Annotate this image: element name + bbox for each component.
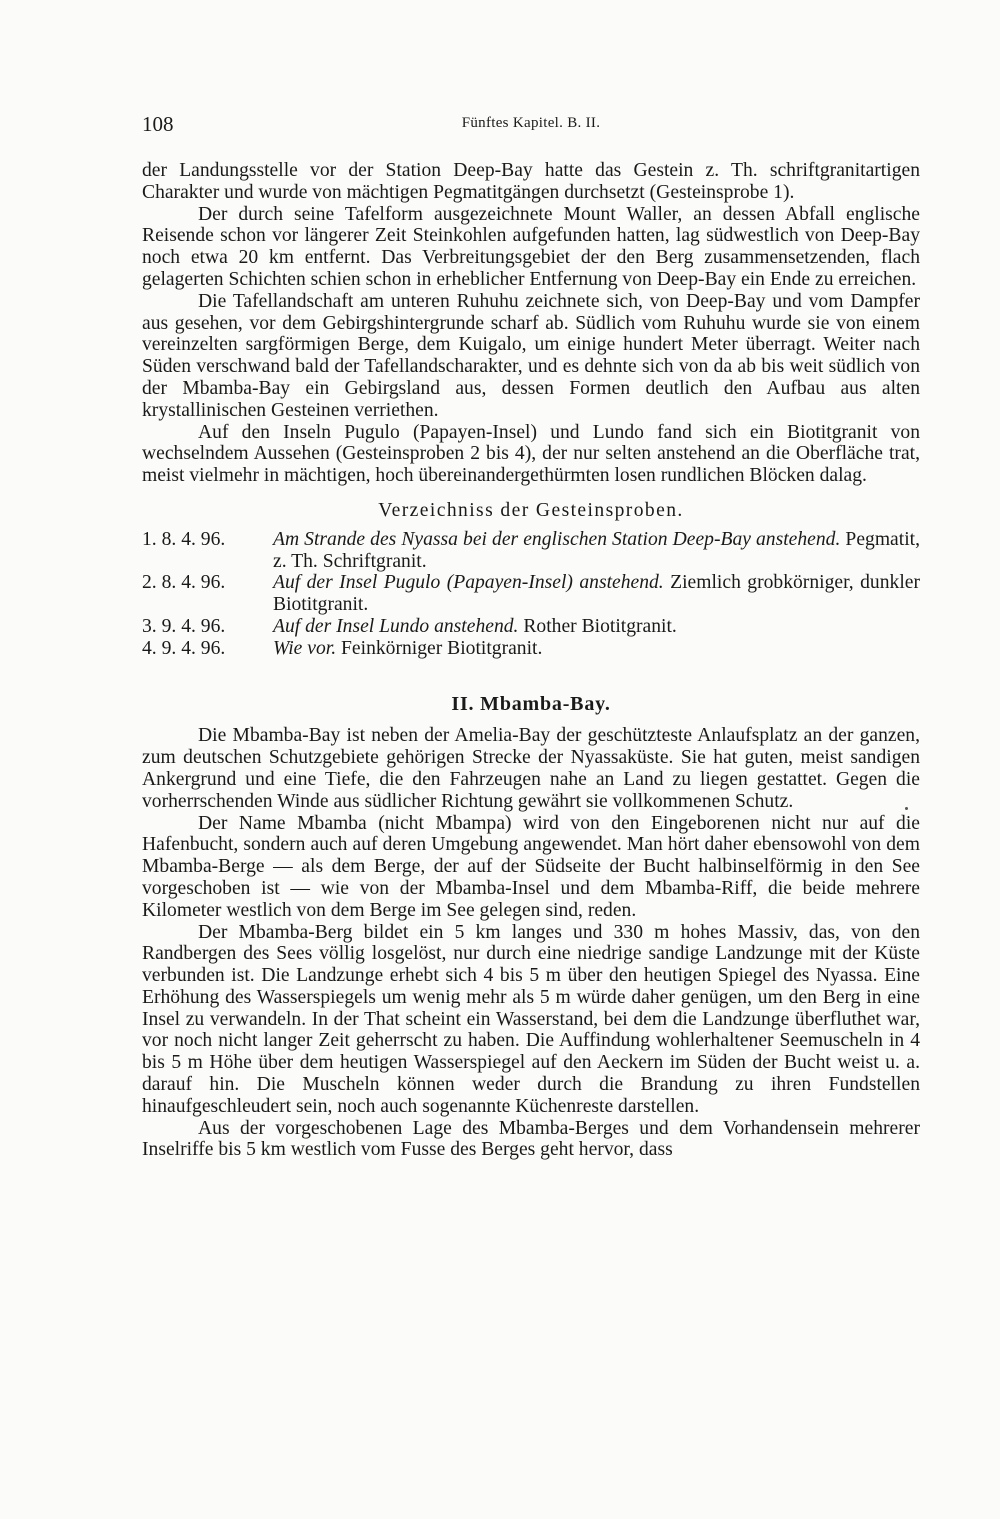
rock-list-item <box>142 529 920 573</box>
paragraph: Der Mbamba-Berg bildet ein 5 km langes und 330 m hohes Massiv, das, von den Randbergen des Sees völlig losgelöst, nur durch eine niedrige sandige Landzunge mit der Küste verbunden ist. Die Landzunge erhebt sich 4 bis 5 m über den heutigen Spiegel des Nyassa. Eine Erhöhung des Wasserspiegels um wenig mehr als 5 m würde daher genügen, um den Berg in eine Insel zu verwandeln. In der That scheint ein Wasserstand, bei dem die Landzunge überfluthet war, vor noch nicht langer Zeit geherrscht zu haben. Die Auffindung wohlerhaltener Seemuscheln in 4 bis 5 m Höhe über dem heutigen Wasserspiegel auf den Aeckern im Süden der Bucht weist u. a. darauf hin. Die Muscheln können weder durch die Brandung zu ihren Fundstellen hinaufgeschleudert sein, noch auch sogenannte Küchenreste darstellen. <box>142 921 920 1117</box>
body-text <box>142 160 920 1161</box>
section-title: II. Mbamba-Bay. <box>451 692 611 715</box>
rock-list-item <box>142 638 920 660</box>
paragraph: der Landungsstelle vor der Station Deep-Bay hatte das Gestein z. Th. schriftgranitartigen Charakter und wurde von mächtigen Pegmatitgängen durchsetzt (Gesteinsprobe 1). <box>142 160 920 203</box>
sample-location: Am Strande des Nyassa bei der englischen Station Deep-Bay anstehend. <box>273 528 841 550</box>
running-head: Fünftes Kapitel. B. II. <box>461 115 601 131</box>
paragraph: Die Mbamba-Bay ist neben der Amelia-Bay der geschützteste Anlaufsplatz an der ganzen, zum deutschen Schutzgebiete gehörigen Strecke der Nyassaküste. Sie hat guten, meist sandigen Ankergrund und eine Tiefe, die den Fahrzeugen nahe an Land zu liegen gestattet. Gegen die vorherrschenden Winde aus südlicher Richtung gewährt sie vollkommenen Schutz. <box>142 725 920 812</box>
rock-list-item <box>142 616 920 638</box>
page-number: 108 <box>142 112 174 136</box>
sample-location: Auf der Insel Pugulo (Papayen-Insel) anstehend. <box>273 572 664 594</box>
sample-location: Wie vor. <box>273 637 337 659</box>
paragraph: Auf den Inseln Pugulo (Papayen-Insel) und Lundo fand sich ein Biotitgranit von wechselndem Aussehen (Gesteinsproben 2 bis 4), der nur selten anstehend an die Oberfläche trat, meist vielmehr in mächtigen, hoch übereinandergethürmten losen rundlichen Blöcken dalag. <box>142 421 920 487</box>
paragraph: Der durch seine Tafelform ausgezeichnete Mount Waller, an dessen Abfall englische Reisende schon vor längerer Zeit Steinkohlen aufgefunden hatten, lag südwestlich von Deep-Bay noch etwa 20 km entfernt. Das Verbreitungsgebiet der den Berg zusammensetzenden, flach gelagerten Schichten schien schon in erheblicher Entfernung von Deep-Bay ein Ende zu erreichen. <box>142 203 920 290</box>
sample-number-date: 4. 9. 4. 96. <box>142 637 226 659</box>
sample-number-date: 3. 9. 4. 96. <box>142 615 226 637</box>
sample-number-date: 2. 8. 4. 96. <box>142 572 226 594</box>
rock-list-heading: Verzeichniss der Gesteinsproben. <box>378 499 684 521</box>
sample-number-date: 1. 8. 4. 96. <box>142 528 226 550</box>
page-header <box>142 112 920 136</box>
sample-description: Pegmatit, z. Th. Schriftgranit. <box>273 528 920 572</box>
paragraph: Der Name Mbamba (nicht Mbampa) wird von den Eingeborenen nicht nur auf die Hafenbucht, sondern auch auf deren Umgebung angewendet. Man hört daher ebensowohl von dem Mbamba-Berge — als dem Berge, der auf der Südseite der Bucht halbinselförmig in den See vorgeschoben ist — wie von der Mbamba-Insel und dem Mbamba-Riff, die beide mehrere Kilometer westlich von dem Berge im See gelegen sind, reden. <box>142 812 920 921</box>
paragraph: Aus der vorgeschobenen Lage des Mbamba-Berges und dem Vorhandensein mehrerer Inselriffe bis 5 km westlich vom Fusse des Berges geht hervor, dass <box>142 1117 920 1161</box>
sample-description: Rother Biotitgranit. <box>523 615 677 637</box>
print-speck <box>905 807 908 810</box>
rock-list-item <box>142 572 920 616</box>
sample-location: Auf der Insel Lundo anstehend. <box>273 615 519 637</box>
paragraph: Die Tafellandschaft am unteren Ruhuhu zeichnete sich, von Deep-Bay und vom Dampfer aus gesehen, vor dem Gebirgshintergrunde scharf ab. Südlich vom Ruhuhu wurde sie von einem vereinzelten sargförmigen Berge, dem Kuigalo, um einige hundert Meter überragt. Weiter nach Süden verschwand bald der Tafellandscharakter, und es dehnte sich von da ab bis weit südlich von der Mbamba-Bay ein Gebirgsland aus, dessen Formen deutlich den Aufbau aus alten krystallinischen Gesteinen verriethen. <box>142 290 920 421</box>
sample-description: Ziemlich grobkörniger, dunkler Biotitgranit. <box>273 572 920 616</box>
sample-description: Feinkörniger Biotitgranit. <box>341 637 543 659</box>
